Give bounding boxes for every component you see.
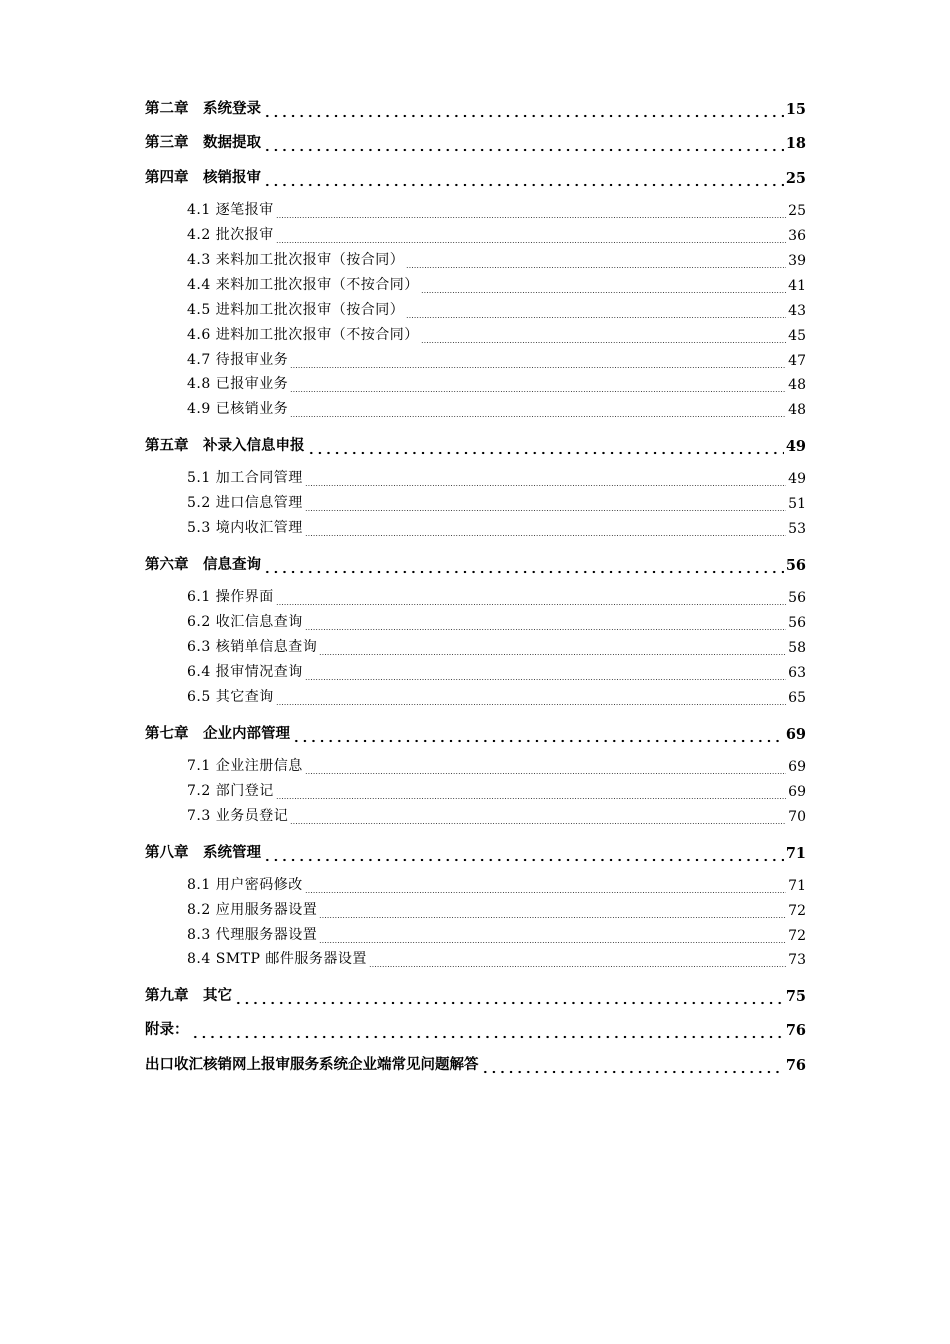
dot-leader	[369, 956, 786, 968]
toc-section-4-7[interactable]	[187, 349, 806, 369]
toc-section-4-1[interactable]	[187, 199, 806, 219]
toc-page-number: 25	[785, 170, 806, 187]
toc-page-number: 69	[788, 759, 806, 775]
toc-section-8-1[interactable]	[187, 874, 806, 894]
toc-entry-title: 第六章 信息查询	[145, 556, 261, 573]
dot-leader	[305, 619, 786, 631]
toc-page-number: 76	[785, 1057, 806, 1074]
toc-page-number: 43	[788, 303, 806, 319]
dot-leader	[276, 694, 786, 706]
dot-leader	[319, 932, 786, 944]
toc-section-8-2[interactable]	[187, 899, 806, 919]
toc-entry-title: 第三章 数据提取	[145, 134, 261, 151]
toc-section-7-3[interactable]	[187, 805, 806, 825]
dot-leader	[263, 138, 784, 152]
dot-leader	[305, 669, 786, 681]
dot-leader	[234, 991, 784, 1005]
toc-entry-title: 5.1 加工合同管理	[187, 470, 303, 486]
toc-entry-title: 4.9 已核销业务	[187, 401, 289, 417]
toc-page-number: 71	[785, 845, 806, 862]
dot-leader	[290, 357, 786, 369]
toc-page-number: 48	[788, 377, 806, 393]
toc-section-4-9[interactable]	[187, 398, 806, 418]
dot-leader	[406, 307, 786, 319]
toc-page-number: 58	[788, 640, 806, 656]
toc-page-number: 75	[785, 988, 806, 1005]
toc-entry-title: 8.2 应用服务器设置	[187, 902, 318, 918]
toc-section-4-3[interactable]	[187, 249, 806, 269]
toc-entry-title: 4.1 逐笔报审	[187, 202, 274, 218]
toc-section-6-2[interactable]	[187, 611, 806, 631]
toc-page-number: 48	[788, 402, 806, 418]
toc-entry-title: 4.6 进料加工批次报审（不按合同）	[187, 327, 419, 343]
toc-page-number: 56	[785, 557, 806, 574]
dot-leader	[305, 882, 786, 894]
toc-chapter-7[interactable]	[145, 721, 806, 743]
dot-leader	[276, 594, 786, 606]
toc-entry-title: 4.8 已报审业务	[187, 376, 289, 392]
toc-page-number: 56	[788, 615, 806, 631]
dot-leader	[191, 1025, 784, 1039]
toc-entry-title: 4.7 待报审业务	[187, 352, 289, 368]
toc-chapter-3[interactable]	[145, 130, 806, 152]
toc-entry-title: 6.5 其它查询	[187, 689, 274, 705]
dot-leader	[305, 763, 786, 775]
toc-page-number: 69	[785, 726, 806, 743]
toc-entry-title: 7.3 业务员登记	[187, 808, 289, 824]
toc-page-number: 49	[788, 471, 806, 487]
toc-entry-title: 4.5 进料加工批次报审（按合同）	[187, 302, 405, 318]
toc-section-8-3[interactable]	[187, 924, 806, 944]
toc-page-number: 69	[788, 784, 806, 800]
toc-section-6-5[interactable]	[187, 686, 806, 706]
dot-leader	[421, 282, 786, 294]
toc-section-6-1[interactable]	[187, 586, 806, 606]
toc-page-number: 15	[785, 101, 806, 118]
toc-section-6-4[interactable]	[187, 661, 806, 681]
toc-section-5-2[interactable]	[187, 492, 806, 512]
toc-page-number: 25	[788, 203, 806, 219]
toc-entry-title: 7.1 企业注册信息	[187, 758, 303, 774]
toc-section-5-3[interactable]	[187, 517, 806, 537]
toc-page-number: 36	[788, 228, 806, 244]
toc-entry-title: 4.3 来料加工批次报审（按合同）	[187, 252, 405, 268]
toc-section-4-5[interactable]	[187, 299, 806, 319]
toc-section-4-6[interactable]	[187, 324, 806, 344]
toc-chapter-5[interactable]	[145, 433, 806, 455]
toc-page-number: 72	[788, 928, 806, 944]
toc-entry-title: 第八章 系统管理	[145, 844, 261, 861]
toc-page-number: 72	[788, 903, 806, 919]
toc-page-number: 70	[788, 809, 806, 825]
dot-leader	[263, 560, 784, 574]
dot-leader	[481, 1060, 784, 1074]
toc-entry-title: 第二章 系统登录	[145, 100, 261, 117]
toc-section-7-2[interactable]	[187, 780, 806, 800]
toc-page-number: 47	[788, 353, 806, 369]
dot-leader	[263, 848, 784, 862]
toc-entry-title: 8.4 SMTP 邮件服务器设置	[187, 951, 367, 967]
toc-appendix[interactable]	[145, 1017, 806, 1039]
toc-page-number: 45	[788, 328, 806, 344]
dot-leader	[305, 500, 786, 512]
toc-entry-title: 第四章 核销报审	[145, 169, 261, 186]
toc-page-number: 53	[788, 521, 806, 537]
dot-leader	[276, 232, 786, 244]
toc-page-number: 49	[785, 438, 806, 455]
toc-page-number: 73	[788, 952, 806, 968]
dot-leader	[305, 475, 786, 487]
toc-entry-title: 5.2 进口信息管理	[187, 495, 303, 511]
toc-entry-title: 8.1 用户密码修改	[187, 877, 303, 893]
dot-leader	[276, 207, 786, 219]
toc-page-number: 18	[785, 135, 806, 152]
toc-entry-title: 4.2 批次报审	[187, 227, 274, 243]
toc-entry-title: 第五章 补录入信息申报	[145, 437, 305, 454]
toc-section-4-4[interactable]	[187, 274, 806, 294]
toc-chapter-2[interactable]	[145, 96, 806, 118]
dot-leader	[290, 406, 786, 418]
toc-entry-title: 8.3 代理服务器设置	[187, 927, 318, 943]
dot-leader	[276, 788, 786, 800]
dot-leader	[319, 644, 786, 656]
dot-leader	[292, 729, 784, 743]
toc-entry-title: 第七章 企业内部管理	[145, 725, 290, 742]
toc-page-number: 51	[788, 496, 806, 512]
toc-entry-title: 5.3 境内收汇管理	[187, 520, 303, 536]
toc-entry-title: 第九章 其它	[145, 987, 232, 1004]
toc-section-8-4[interactable]	[187, 948, 806, 968]
toc-entry-title: 7.2 部门登记	[187, 783, 274, 799]
toc-page-number: 71	[788, 878, 806, 894]
dot-leader	[421, 332, 786, 344]
toc-page-number: 76	[785, 1022, 806, 1039]
dot-leader	[290, 381, 786, 393]
toc-entry-title: 出口收汇核销网上报审服务系统企业端常见问题解答	[145, 1056, 479, 1073]
toc-page-number: 56	[788, 590, 806, 606]
toc-section-4-2[interactable]	[187, 224, 806, 244]
toc-page-number: 63	[788, 665, 806, 681]
toc-entry-title: 6.1 操作界面	[187, 589, 274, 605]
toc-entry-title: 6.2 收汇信息查询	[187, 614, 303, 630]
toc-page-number: 65	[788, 690, 806, 706]
toc-section-4-8[interactable]	[187, 373, 806, 393]
dot-leader	[319, 907, 786, 919]
toc-section-7-1[interactable]	[187, 755, 806, 775]
toc-chapter-6[interactable]	[145, 552, 806, 574]
dot-leader	[406, 257, 786, 269]
toc-chapter-9[interactable]	[145, 983, 806, 1005]
toc-page-number: 41	[788, 278, 806, 294]
dot-leader	[263, 104, 784, 118]
dot-leader	[263, 173, 784, 187]
dot-leader	[305, 525, 786, 537]
toc-entry-title: 6.4 报审情况查询	[187, 664, 303, 680]
dot-leader	[290, 813, 786, 825]
toc-entry-title: 6.3 核销单信息查询	[187, 639, 318, 655]
toc-section-5-1[interactable]	[187, 467, 806, 487]
toc-faq[interactable]	[145, 1052, 806, 1074]
toc-chapter-8[interactable]	[145, 840, 806, 862]
toc-page-number: 39	[788, 253, 806, 269]
toc-entry-title: 4.4 来料加工批次报审（不按合同）	[187, 277, 419, 293]
dot-leader	[307, 441, 784, 455]
toc-entry-title: 附录：	[145, 1021, 189, 1038]
toc-section-6-3[interactable]	[187, 636, 806, 656]
toc-chapter-4[interactable]	[145, 165, 806, 187]
